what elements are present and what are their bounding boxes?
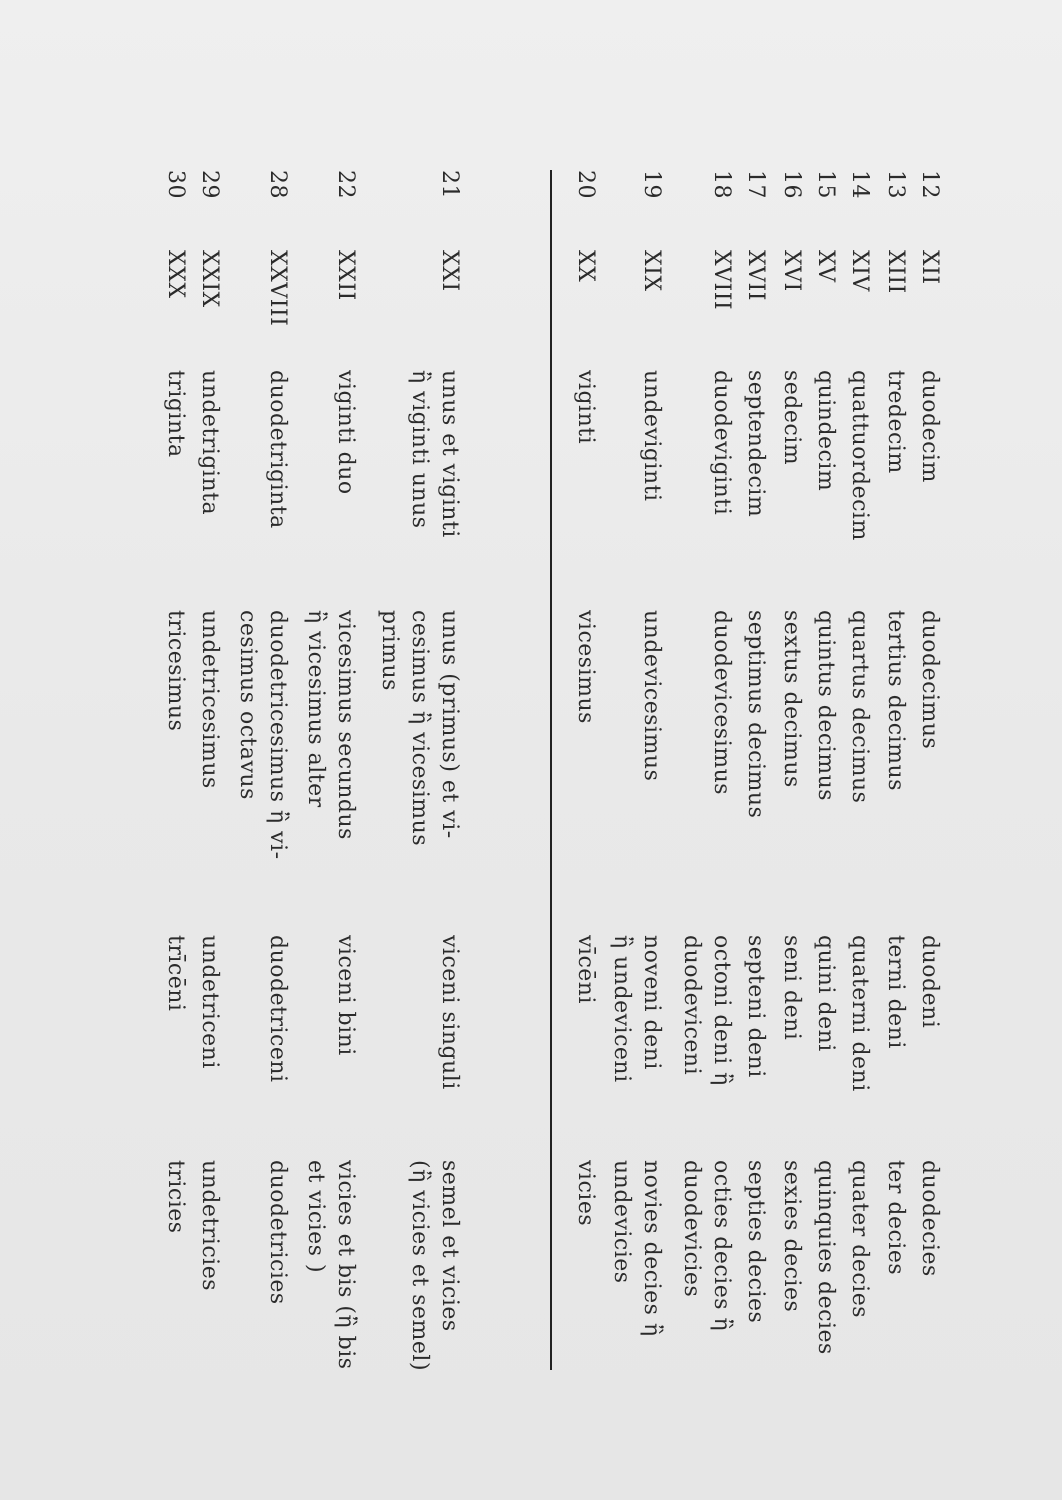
adverb-cell: ter decies xyxy=(883,1160,908,1276)
ordinal-cell: duodevicesimus xyxy=(709,610,734,796)
adverb-cell: octies decies ἢ xyxy=(709,1160,734,1332)
ordinal-cell: quartus decimus xyxy=(847,610,872,804)
cardinal-cell: sedecim xyxy=(779,370,804,466)
row-number: 18 xyxy=(709,170,734,199)
cardinal-cell: duodetriginta xyxy=(265,370,290,529)
roman-numeral: XXII xyxy=(333,250,358,301)
row-number: 13 xyxy=(883,170,908,199)
row-number: 29 xyxy=(197,170,222,199)
roman-numeral: XXVIII xyxy=(265,250,290,327)
row-number: 14 xyxy=(847,170,872,199)
distributive-cell: quaterni deni xyxy=(847,935,872,1092)
distributive-cell: vīcēni xyxy=(573,935,598,1005)
distributive-cell: noveni deni xyxy=(639,935,664,1070)
ordinal-cell: duodetricesimus ἢ vi- xyxy=(265,610,290,860)
distributive-cell: duodetriceni xyxy=(265,935,290,1083)
distributive-cell: trīcēni xyxy=(163,935,188,1012)
distributive-cell: terni deni xyxy=(883,935,908,1049)
distributive-cell: viceni bini xyxy=(333,935,358,1056)
adverb-cell: duodevicies xyxy=(679,1160,704,1298)
cardinal-cell: undetriginta xyxy=(197,370,222,516)
adverb-cell: undevicies xyxy=(609,1160,634,1284)
distributive-cell: duodeni xyxy=(917,935,942,1029)
roman-numeral: XX xyxy=(573,250,598,283)
cardinal-cell: tredecim xyxy=(883,370,908,474)
adverb-cell: et vicies ) xyxy=(303,1160,328,1274)
ordinal-cell: tricesimus xyxy=(163,610,188,732)
roman-numeral: XXIX xyxy=(197,250,222,308)
roman-numeral: XV xyxy=(813,250,838,283)
adverb-cell: vicies et bis (ἢ bis xyxy=(333,1160,358,1370)
ordinal-cell: vicesimus secundus xyxy=(333,610,358,840)
ordinal-cell: cesimus octavus xyxy=(235,610,260,800)
cardinal-cell: ἢ viginti unus xyxy=(407,370,432,529)
roman-numeral: XIII xyxy=(883,250,908,294)
roman-numeral: XXX xyxy=(163,250,188,299)
row-number: 21 xyxy=(437,170,462,199)
adverb-cell: sexies decies xyxy=(779,1160,804,1313)
roman-numeral: XVIII xyxy=(709,250,734,311)
distributive-cell: octoni deni ἢ xyxy=(709,935,734,1086)
adverb-cell: undetricies xyxy=(197,1160,222,1292)
ordinal-cell: undetricesimus xyxy=(197,610,222,789)
adverb-cell: quater decies xyxy=(847,1160,872,1319)
adverb-cell: tricies xyxy=(163,1160,188,1234)
roman-numeral: XXI xyxy=(437,250,462,292)
ordinal-cell: ἢ vicesimus alter xyxy=(303,610,328,808)
cardinal-cell: duodeviginti xyxy=(709,370,734,516)
distributive-cell: septeni deni xyxy=(743,935,768,1078)
ordinal-cell: quintus decimus xyxy=(813,610,838,802)
cardinal-cell: viginti xyxy=(573,370,598,445)
ordinal-cell: undevicesimus xyxy=(639,610,664,782)
cardinal-cell: viginti duo xyxy=(333,370,358,495)
distributive-cell: viceni singuli xyxy=(437,935,462,1090)
cardinal-cell: duodecim xyxy=(917,370,942,483)
adverb-cell: vicies xyxy=(573,1160,598,1227)
ordinal-cell: sextus decimus xyxy=(779,610,804,788)
row-number: 12 xyxy=(917,170,942,199)
roman-numeral: XVI xyxy=(779,250,804,292)
row-number: 19 xyxy=(639,170,664,199)
row-number: 15 xyxy=(813,170,838,199)
ordinal-cell: septimus decimus xyxy=(743,610,768,819)
cardinal-cell: unus et viginti xyxy=(437,370,462,538)
ordinal-cell: tertius decimus xyxy=(883,610,908,791)
cardinal-cell: triginta xyxy=(163,370,188,458)
ordinal-cell: unus (primus) et vi- xyxy=(437,610,462,839)
row-number: 22 xyxy=(333,170,358,199)
ordinal-cell: cesimus ἢ vicesimus xyxy=(407,610,432,847)
ordinal-cell: primus xyxy=(377,610,402,691)
row-number: 17 xyxy=(743,170,768,199)
distributive-cell: ἢ undeviceni xyxy=(609,935,634,1083)
roman-numeral: XVII xyxy=(743,250,768,301)
distributive-cell: seni deni xyxy=(779,935,804,1041)
cardinal-cell: undeviginti xyxy=(639,370,664,502)
row-number: 16 xyxy=(779,170,804,199)
cardinal-cell: quindecim xyxy=(813,370,838,492)
ordinal-cell: vicesimus xyxy=(573,610,598,724)
row-number: 28 xyxy=(265,170,290,199)
roman-numeral: XIV xyxy=(847,250,872,292)
adverb-cell: semel et vicies xyxy=(437,1160,462,1332)
cardinal-cell: septendecim xyxy=(743,370,768,518)
adverb-cell: (ἢ vicies et semel) xyxy=(407,1160,432,1372)
ordinal-cell: duodecimus xyxy=(917,610,942,750)
adverb-cell: quinquies decies xyxy=(813,1160,838,1355)
cardinal-cell: quattuordecim xyxy=(847,370,872,541)
row-number: 20 xyxy=(573,170,598,199)
roman-numeral: XII xyxy=(917,250,942,285)
distributive-cell: duodeviceni xyxy=(679,935,704,1076)
row-number: 30 xyxy=(163,170,188,199)
adverb-cell: duodetricies xyxy=(265,1160,290,1305)
adverb-cell: duodecies xyxy=(917,1160,942,1277)
distributive-cell: undetriceni xyxy=(197,935,222,1069)
section-divider xyxy=(550,170,552,1370)
roman-numeral: XIX xyxy=(639,250,664,292)
distributive-cell: quini deni xyxy=(813,935,838,1052)
adverb-cell: septies decies xyxy=(743,1160,768,1324)
adverb-cell: novies decies ἢ xyxy=(639,1160,664,1337)
